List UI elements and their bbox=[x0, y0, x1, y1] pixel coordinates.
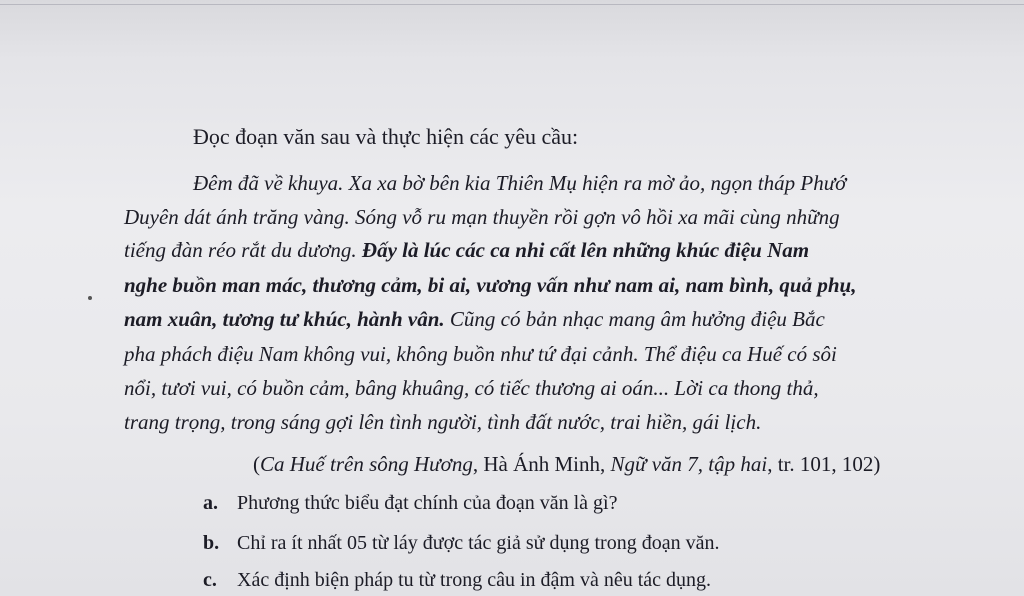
citation-open: ( bbox=[253, 452, 260, 476]
passage-line-5 bbox=[124, 306, 825, 332]
passage-line-5-normal: Cũng có bản nhạc mang âm hưởng điệu Bắc bbox=[444, 307, 825, 331]
question-b-label: b. bbox=[203, 532, 220, 554]
passage-line-2: Duyên dát ánh trăng vàng. Sóng vỗ ru mạn thuyền rồi gợn vô hồi xa mãi cùng những bbox=[124, 205, 840, 229]
passage-line-3-normal: tiếng đàn réo rắt du dương. bbox=[124, 238, 362, 262]
passage-line-7: nổi, tươi vui, có buồn cảm, bâng khuâng, có tiếc thương ai oán... Lời ca thong thả, bbox=[124, 376, 819, 400]
citation bbox=[253, 451, 880, 477]
bold-sentence-part-3: nam xuân, tương tư khúc, hành vân. bbox=[124, 307, 445, 331]
question-b-text: Chỉ ra ít nhất 05 từ láy được tác giả sử dụng trong đoạn văn. bbox=[237, 532, 720, 554]
bold-sentence-part-2: nghe buồn man mác, thương cảm, bi ai, vương vấn như nam ai, nam bình, quả phụ, bbox=[124, 273, 857, 297]
citation-pages: , tr. 101, 102) bbox=[767, 452, 881, 476]
citation-title: Ca Huế trên sông Hương bbox=[260, 452, 473, 476]
question-a-text: Phương thức biểu đạt chính của đoạn văn là gì? bbox=[237, 492, 618, 514]
question-b bbox=[203, 530, 719, 556]
question-c bbox=[203, 567, 711, 593]
citation-author: , Hà Ánh Minh, bbox=[472, 452, 611, 476]
passage-line-8: trang trọng, trong sáng gợi lên tình người, tình đất nước, trai hiền, gái lịch. bbox=[124, 410, 762, 434]
page-edge-divider bbox=[0, 4, 1024, 5]
bold-sentence-part-1: Đấy là lúc các ca nhi cất lên những khúc điệu Nam bbox=[361, 238, 810, 262]
passage-line-3 bbox=[124, 237, 809, 263]
passage-line-1: Đêm đã về khuya. Xa xa bờ bên kia Thiên Mụ hiện ra mờ ảo, ngọn tháp Phướ bbox=[193, 171, 847, 195]
question-c-label: c. bbox=[203, 569, 217, 591]
question-a-label: a. bbox=[203, 492, 218, 514]
passage-line-6: pha phách điệu Nam không vui, không buồn như tứ đại cảnh. Thể điệu ca Huế có sôi bbox=[124, 342, 837, 366]
question-a bbox=[203, 490, 618, 516]
instruction-line: Đọc đoạn văn sau và thực hiện các yêu cầu: bbox=[193, 124, 579, 149]
citation-book: Ngữ văn 7, tập hai bbox=[610, 452, 768, 476]
question-c-text: Xác định biện pháp tu từ trong câu in đậm và nêu tác dụng. bbox=[237, 569, 712, 591]
stray-mark bbox=[88, 296, 92, 300]
